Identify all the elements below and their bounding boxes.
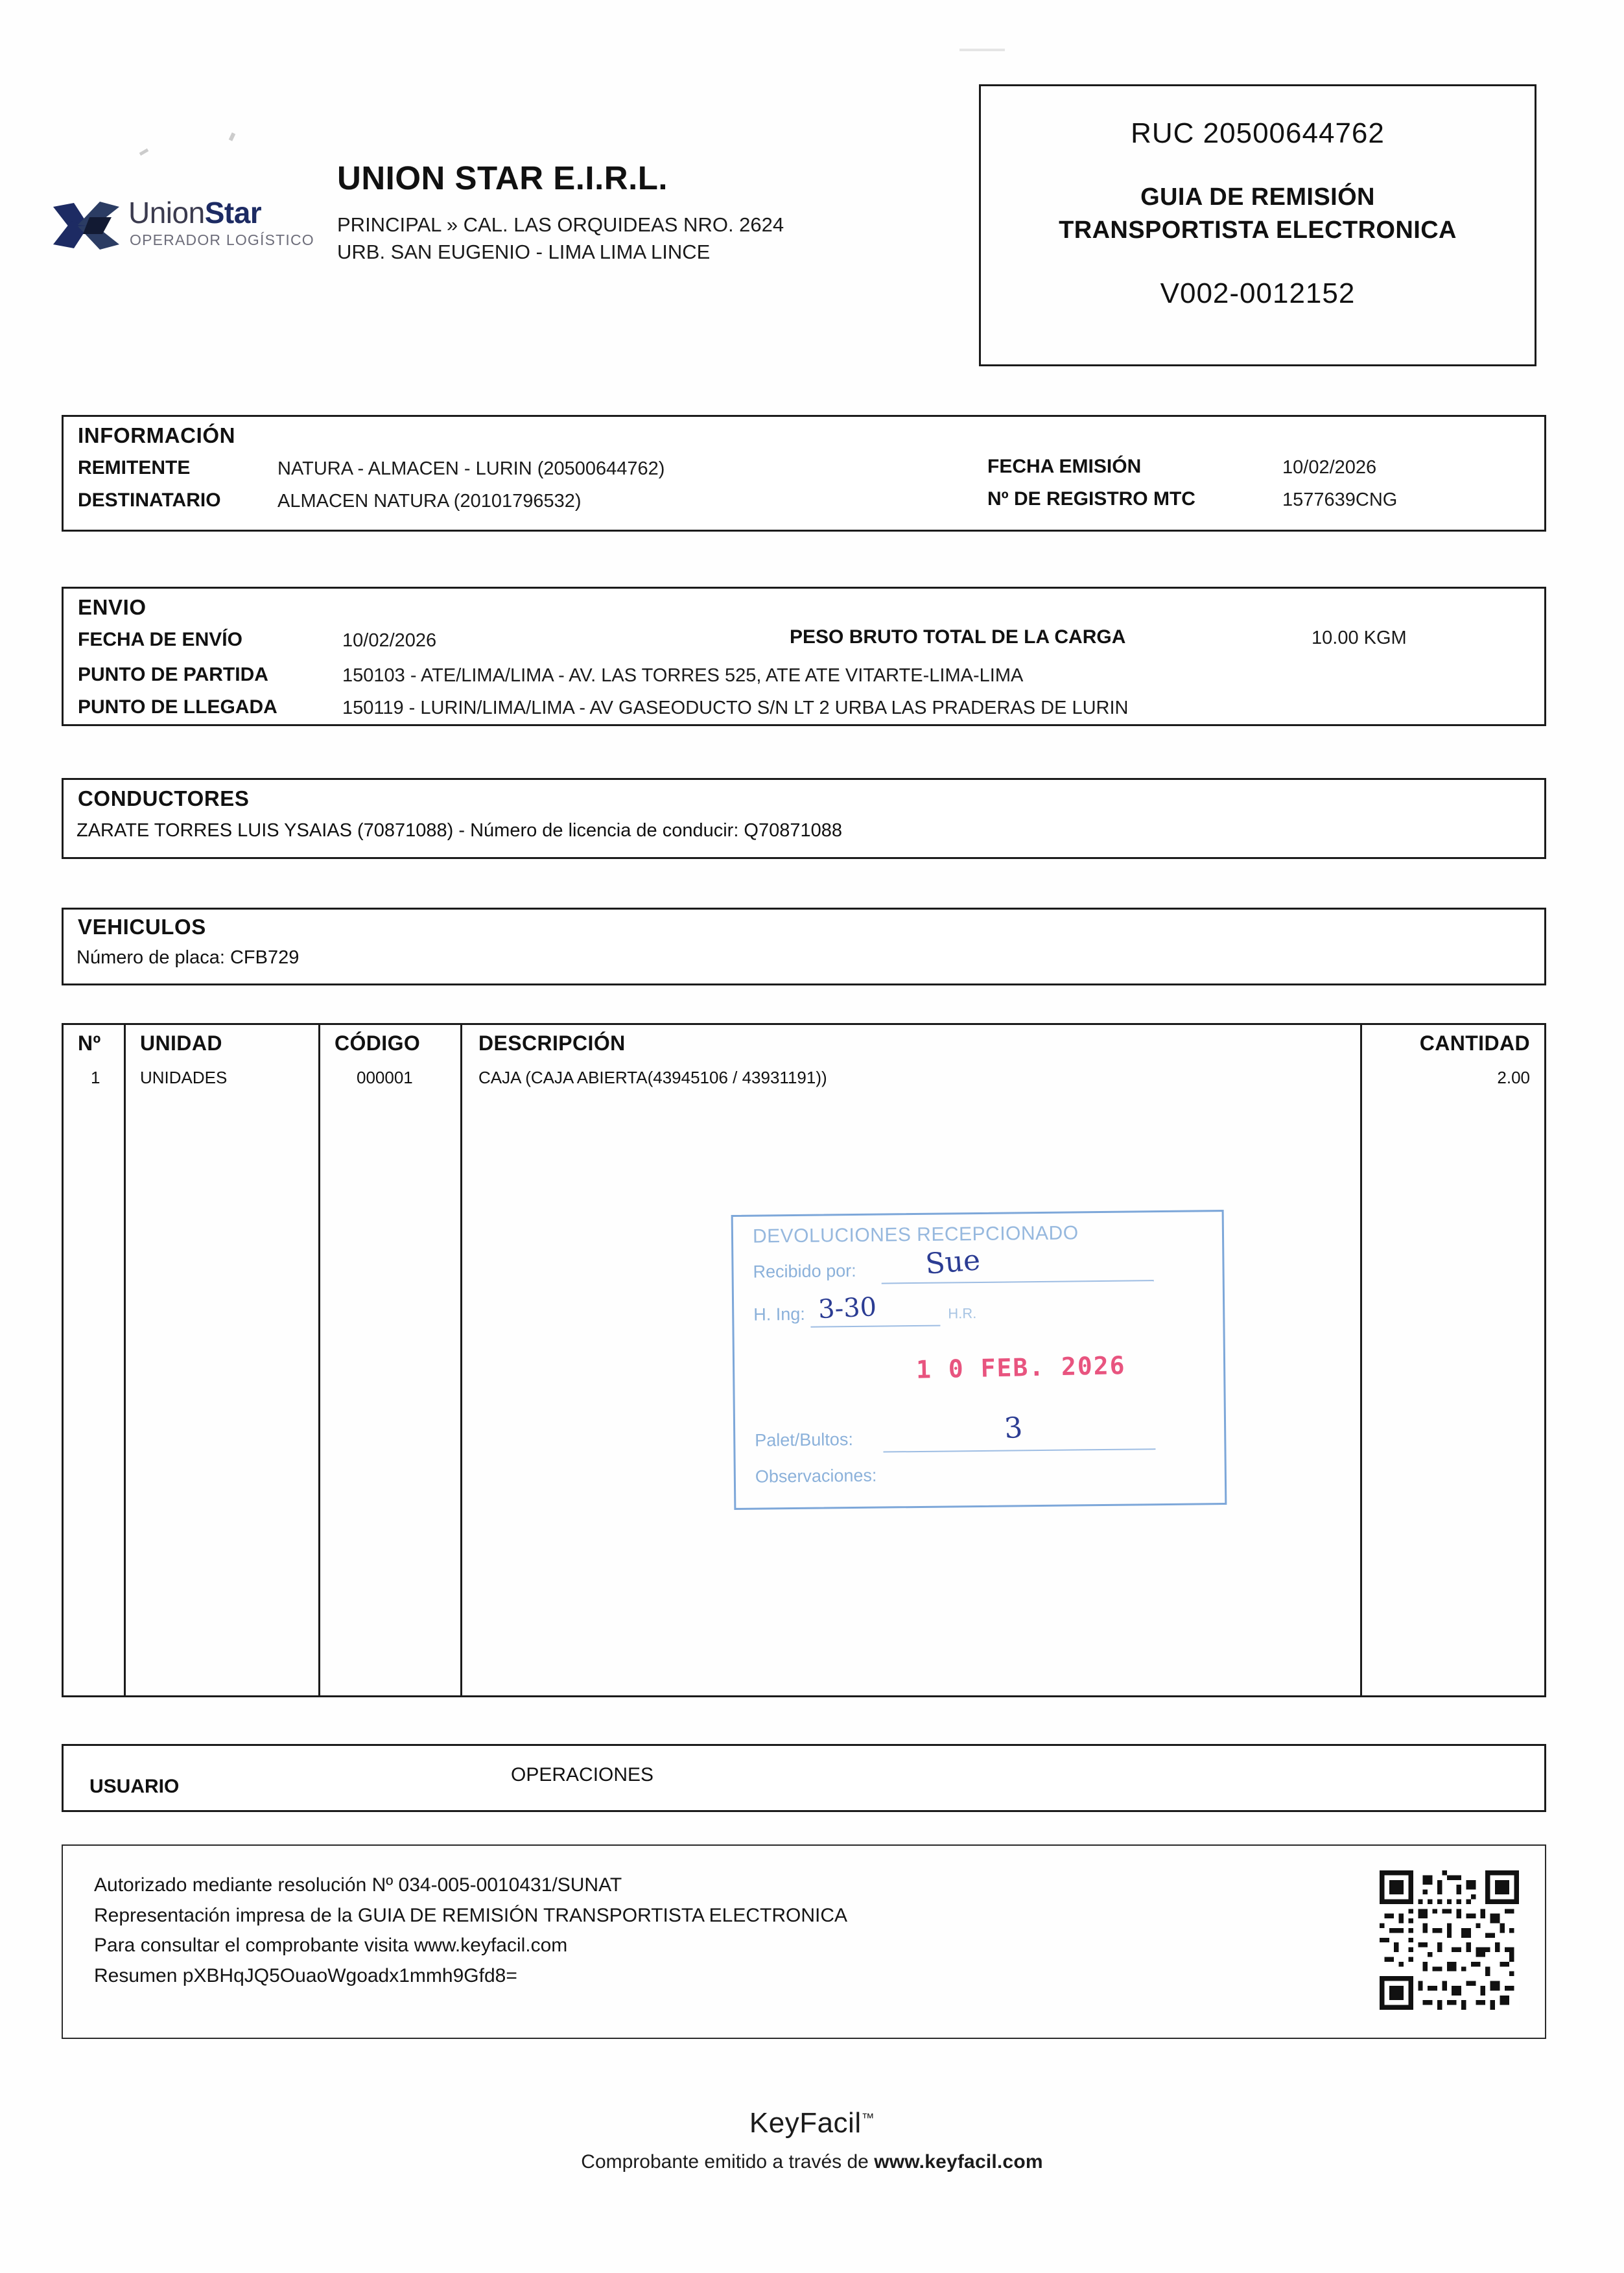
stamp-observaciones-label: Observaciones: xyxy=(755,1465,877,1487)
stamp-title: DEVOLUCIONES RECEPCIONADO xyxy=(752,1222,1079,1247)
fecha-envio-value: 10/02/2026 xyxy=(342,630,437,651)
document-identity-box xyxy=(979,84,1536,366)
section-title-envio: ENVIO xyxy=(78,595,147,619)
column-header-no: Nº xyxy=(78,1031,101,1055)
qr-code-icon xyxy=(1380,1870,1519,2010)
table-divider xyxy=(460,1025,462,1695)
legal-line-4: Resumen pXBHqJQ5OuaoWgoadx1mmh9Gfd8= xyxy=(94,1964,517,1986)
stamp-palet-label: Palet/Bultos: xyxy=(755,1430,854,1450)
punto-llegada-label: PUNTO DE LLEGADA xyxy=(78,696,277,718)
brand-footer xyxy=(0,2107,1624,2173)
stamp-palet-handwriting: 3 xyxy=(1003,1411,1024,1446)
logo-tagline: OPERADOR LOGÍSTICO xyxy=(130,231,314,248)
brand-name xyxy=(0,2107,1624,2139)
section-informacion xyxy=(62,415,1546,532)
cell-unidad: UNIDADES xyxy=(140,1068,228,1087)
cell-cantidad: 2.00 xyxy=(1497,1068,1530,1087)
destinatario-value: ALMACEN NATURA (20101796532) xyxy=(277,491,582,512)
logo-wordmark xyxy=(128,195,261,230)
cell-codigo: 000001 xyxy=(357,1068,413,1087)
legal-footer-box xyxy=(62,1844,1546,2039)
punto-llegada-value: 150119 - LURIN/LIMA/LIMA - AV GASEODUCTO S/N LT 2 URBA LAS PRADERAS DE LURIN xyxy=(342,698,1129,718)
column-header-cantidad: CANTIDAD xyxy=(1419,1031,1530,1055)
vehiculo-placa-value: Número de placa: CFB729 xyxy=(76,947,300,968)
fecha-emision-label: FECHA EMISIÓN xyxy=(987,456,1142,477)
section-title-vehiculos: VEHICULOS xyxy=(78,915,206,939)
usuario-label: USUARIO xyxy=(89,1776,180,1797)
stamp-recibido-label: Recibido por: xyxy=(753,1260,856,1282)
company-address-line-1: PRINCIPAL » CAL. LAS ORQUIDEAS NRO. 2624 xyxy=(337,213,784,236)
logo-word-union: Union xyxy=(128,196,205,230)
destinatario-label: DESTINATARIO xyxy=(78,489,221,511)
legal-line-3: Para consultar el comprobante visita www.keyfacil.com xyxy=(94,1935,568,1956)
brand-trademark: ™ xyxy=(861,2111,875,2126)
cell-no: 1 xyxy=(91,1068,100,1087)
company-address-line-2: URB. SAN EUGENIO - LIMA LIMA LINCE xyxy=(337,240,711,263)
stamp-rule xyxy=(883,1448,1155,1452)
brand-tagline xyxy=(0,2151,1624,2173)
section-conductores xyxy=(62,778,1546,859)
document-type-line-1: GUIA DE REMISIÓN xyxy=(1140,183,1375,211)
legal-line-1: Autorizado mediante resolución Nº 034-005-0010431/SUNAT xyxy=(94,1874,622,1896)
registro-mtc-label: Nº DE REGISTRO MTC xyxy=(987,488,1195,510)
stamp-rule xyxy=(882,1280,1154,1284)
table-divider xyxy=(124,1025,126,1695)
section-title-conductores: CONDUCTORES xyxy=(78,786,250,810)
brand-tagline-site: www.keyfacil.com xyxy=(874,2151,1043,2173)
usuario-value: OPERACIONES xyxy=(511,1764,654,1785)
document-header xyxy=(0,0,1624,389)
company-info xyxy=(337,159,985,266)
stamp-rule xyxy=(810,1325,940,1328)
stamp-hing-suffix: H.R. xyxy=(948,1305,977,1322)
fecha-emision-value: 10/02/2026 xyxy=(1282,457,1377,478)
conductor-value: ZARATE TORRES LUIS YSAIAS (70871088) - Número de licencia de conducir: Q70871088 xyxy=(76,820,843,841)
unionstar-logo-icon xyxy=(52,198,126,253)
column-header-unidad: UNIDAD xyxy=(140,1031,222,1055)
stamp-date: 1 0 FEB. 2026 xyxy=(915,1350,1126,1384)
document-type-title xyxy=(981,181,1535,248)
stamp-hing-label: H. Ing: xyxy=(753,1304,805,1325)
table-divider xyxy=(318,1025,320,1695)
section-vehiculos xyxy=(62,908,1546,985)
brand-tagline-prefix: Comprobante emitido a través de xyxy=(581,2151,875,2173)
document-type-line-2: TRANSPORTISTA ELECTRONICA xyxy=(1059,217,1457,244)
remitente-label: REMITENTE xyxy=(78,457,191,478)
registro-mtc-value: 1577639CNG xyxy=(1282,489,1398,510)
company-name: UNION STAR E.I.R.L. xyxy=(337,159,668,196)
fecha-envio-label: FECHA DE ENVÍO xyxy=(78,629,242,650)
punto-partida-value: 150103 - ATE/LIMA/LIMA - AV. LAS TORRES 525, ATE ATE VITARTE-LIMA-LIMA xyxy=(342,665,1024,686)
peso-bruto-label: PESO BRUTO TOTAL DE LA CARGA xyxy=(790,626,1126,648)
brand-name-text: KeyFacil xyxy=(749,2107,862,2139)
stamp-recibido-handwriting: Sue xyxy=(924,1243,982,1281)
legal-text xyxy=(94,1870,847,1991)
column-header-codigo: CÓDIGO xyxy=(335,1031,421,1055)
logo-word-star: Star xyxy=(204,196,262,230)
remitente-value: NATURA - ALMACEN - LURIN (20500644762) xyxy=(277,458,665,479)
company-address xyxy=(337,211,985,266)
section-envio xyxy=(62,587,1546,726)
peso-bruto-value: 10.00 KGM xyxy=(1312,628,1407,648)
cell-descripcion: CAJA (CAJA ABIERTA(43945106 / 43931191)) xyxy=(478,1068,827,1087)
section-usuario xyxy=(62,1744,1546,1812)
punto-partida-label: PUNTO DE PARTIDA xyxy=(78,664,268,685)
table-divider xyxy=(1360,1025,1362,1695)
document-serial-number: V002-0012152 xyxy=(1160,277,1356,309)
reception-stamp xyxy=(731,1210,1227,1510)
legal-line-2: Representación impresa de la GUIA DE REMISIÓN TRANSPORTISTA ELECTRONICA xyxy=(94,1904,848,1926)
section-title-informacion: INFORMACIÓN xyxy=(78,423,236,447)
document-ruc: RUC 20500644762 xyxy=(1131,117,1385,149)
column-header-descripcion: DESCRIPCIÓN xyxy=(478,1031,626,1055)
stamp-hing-handwriting: 3-30 xyxy=(818,1292,878,1325)
